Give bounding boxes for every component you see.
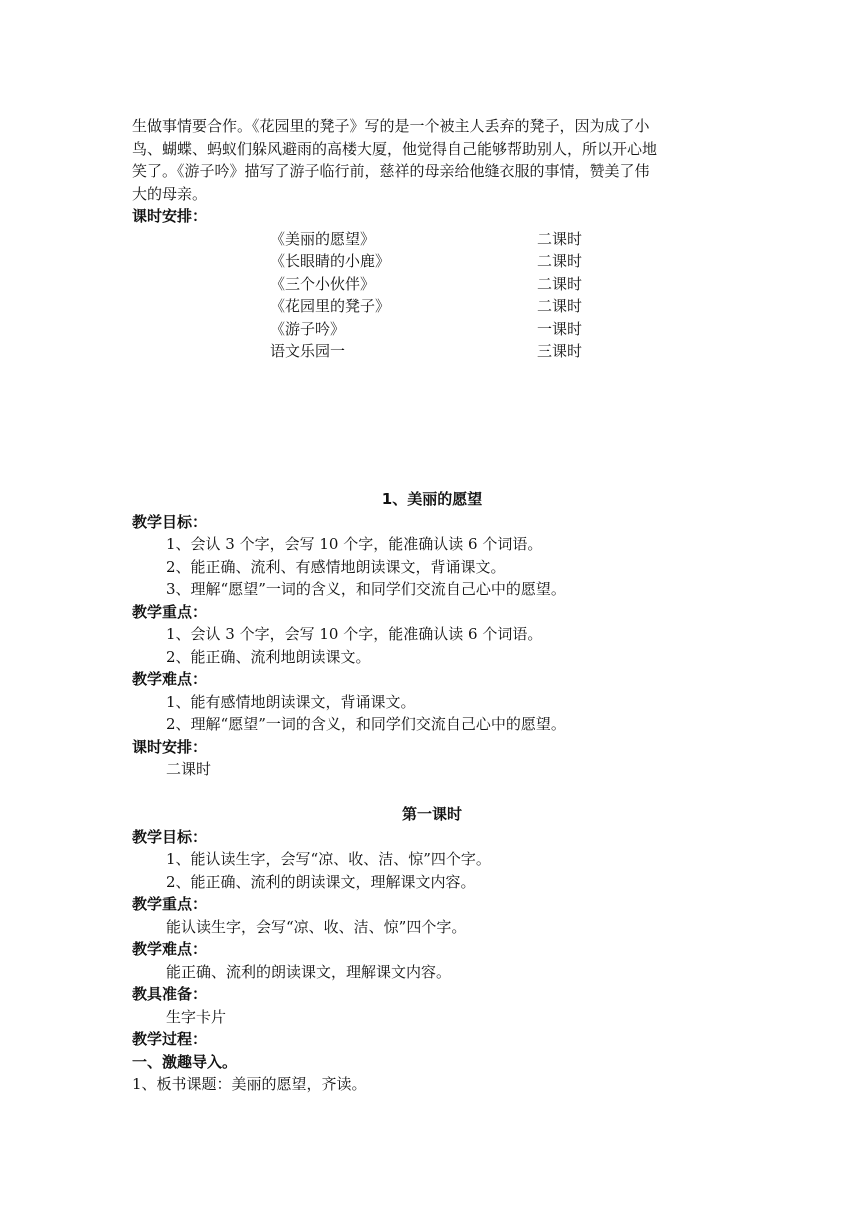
schedule-time: 二课时 <box>537 252 583 270</box>
period-key-item: 能认读生字，会写“凉、收、洁、惊”四个字。 <box>166 917 467 936</box>
step-one-line: 1、板书课题：美丽的愿望，齐读。 <box>132 1075 367 1093</box>
period-one-section <box>132 803 732 1096</box>
schedule-row <box>132 273 732 296</box>
intro-line: 生做事情要合作。《花园里的凳子》写的是一个被主人丢弃的凳子，因为成了小 <box>132 117 650 135</box>
key-item: 2、能正确、流利地朗读课文。 <box>166 647 371 666</box>
process-heading: 教学过程： <box>132 1030 208 1048</box>
schedule-title: 语文乐园一 <box>270 342 346 360</box>
step-one-heading: 一、激趣导入。 <box>132 1052 238 1071</box>
period-difficult-item: 能正确、流利的朗读课文，理解课文内容。 <box>166 962 452 981</box>
difficult-item: 2、理解“愿望”一词的含义，和同学们交流自己心中的愿望。 <box>166 715 566 733</box>
schedule-time: 二课时 <box>537 297 583 315</box>
period-difficult-heading: 教学难点： <box>132 940 208 958</box>
schedule-time: 三课时 <box>537 342 583 360</box>
period-goals-heading: 教学目标： <box>132 827 208 846</box>
schedule-title: 《游子吟》 <box>270 319 346 338</box>
difficult-heading: 教学难点： <box>132 670 208 688</box>
goal-item: 1、会认 3 个字，会写 10 个字，能准确认读 6 个词语。 <box>166 535 543 553</box>
intro-line: 鸟、蝴蝶、蚂蚁们躲风避雨的高楼大厦，他觉得自己能够帮助别人，所以开心地 <box>132 139 658 158</box>
schedule-row <box>132 295 732 318</box>
schedule-time: 二课时 <box>537 229 583 248</box>
lesson-schedule-heading: 课时安排： <box>132 737 208 756</box>
schedule-title: 《长眼睛的小鹿》 <box>270 252 391 270</box>
goal-item: 2、能正确、流利、有感情地朗读课文，背诵课文。 <box>166 557 506 576</box>
tools-heading: 教具准备： <box>132 985 208 1003</box>
intro-line: 笑了。《游子吟》描写了游子临行前，慈祥的母亲给他缝衣服的事情，赞美了伟 <box>132 162 650 180</box>
lesson-title: 1、美丽的愿望 <box>381 490 483 508</box>
schedule-row <box>132 228 732 251</box>
schedule-title: 《花园里的凳子》 <box>270 297 391 315</box>
schedule-row <box>132 340 732 363</box>
goal-item: 3、理解“愿望”一词的含义，和同学们交流自己心中的愿望。 <box>166 580 566 598</box>
lesson-schedule-value: 二课时 <box>166 760 212 778</box>
schedule-row <box>132 318 732 341</box>
intro-paragraph <box>132 115 732 205</box>
schedule-time: 一课时 <box>537 319 583 338</box>
schedule-title: 《三个小伙伴》 <box>270 274 376 293</box>
difficult-item: 1、能有感情地朗读课文，背诵课文。 <box>166 692 416 711</box>
schedule-title: 《美丽的愿望》 <box>270 229 376 248</box>
schedule-row <box>132 250 732 273</box>
schedule-time: 二课时 <box>537 274 583 293</box>
period-goal-item: 1、能认读生字，会写“凉、收、洁、惊”四个字。 <box>166 850 491 868</box>
unit-schedule-heading: 课时安排： <box>132 207 208 225</box>
goals-heading: 教学目标： <box>132 512 208 531</box>
period-key-heading: 教学重点： <box>132 895 208 913</box>
key-item: 1、会认 3 个字，会写 10 个字，能准确认读 6 个词语。 <box>166 625 543 643</box>
key-heading: 教学重点： <box>132 602 208 621</box>
tools-item: 生字卡片 <box>166 1007 227 1026</box>
unit-schedule <box>132 205 732 363</box>
lesson-section <box>132 488 732 781</box>
period-goal-item: 2、能正确、流利的朗读课文，理解课文内容。 <box>166 872 476 891</box>
period-title: 第一课时 <box>401 805 462 823</box>
intro-line: 大的母亲。 <box>132 184 208 203</box>
